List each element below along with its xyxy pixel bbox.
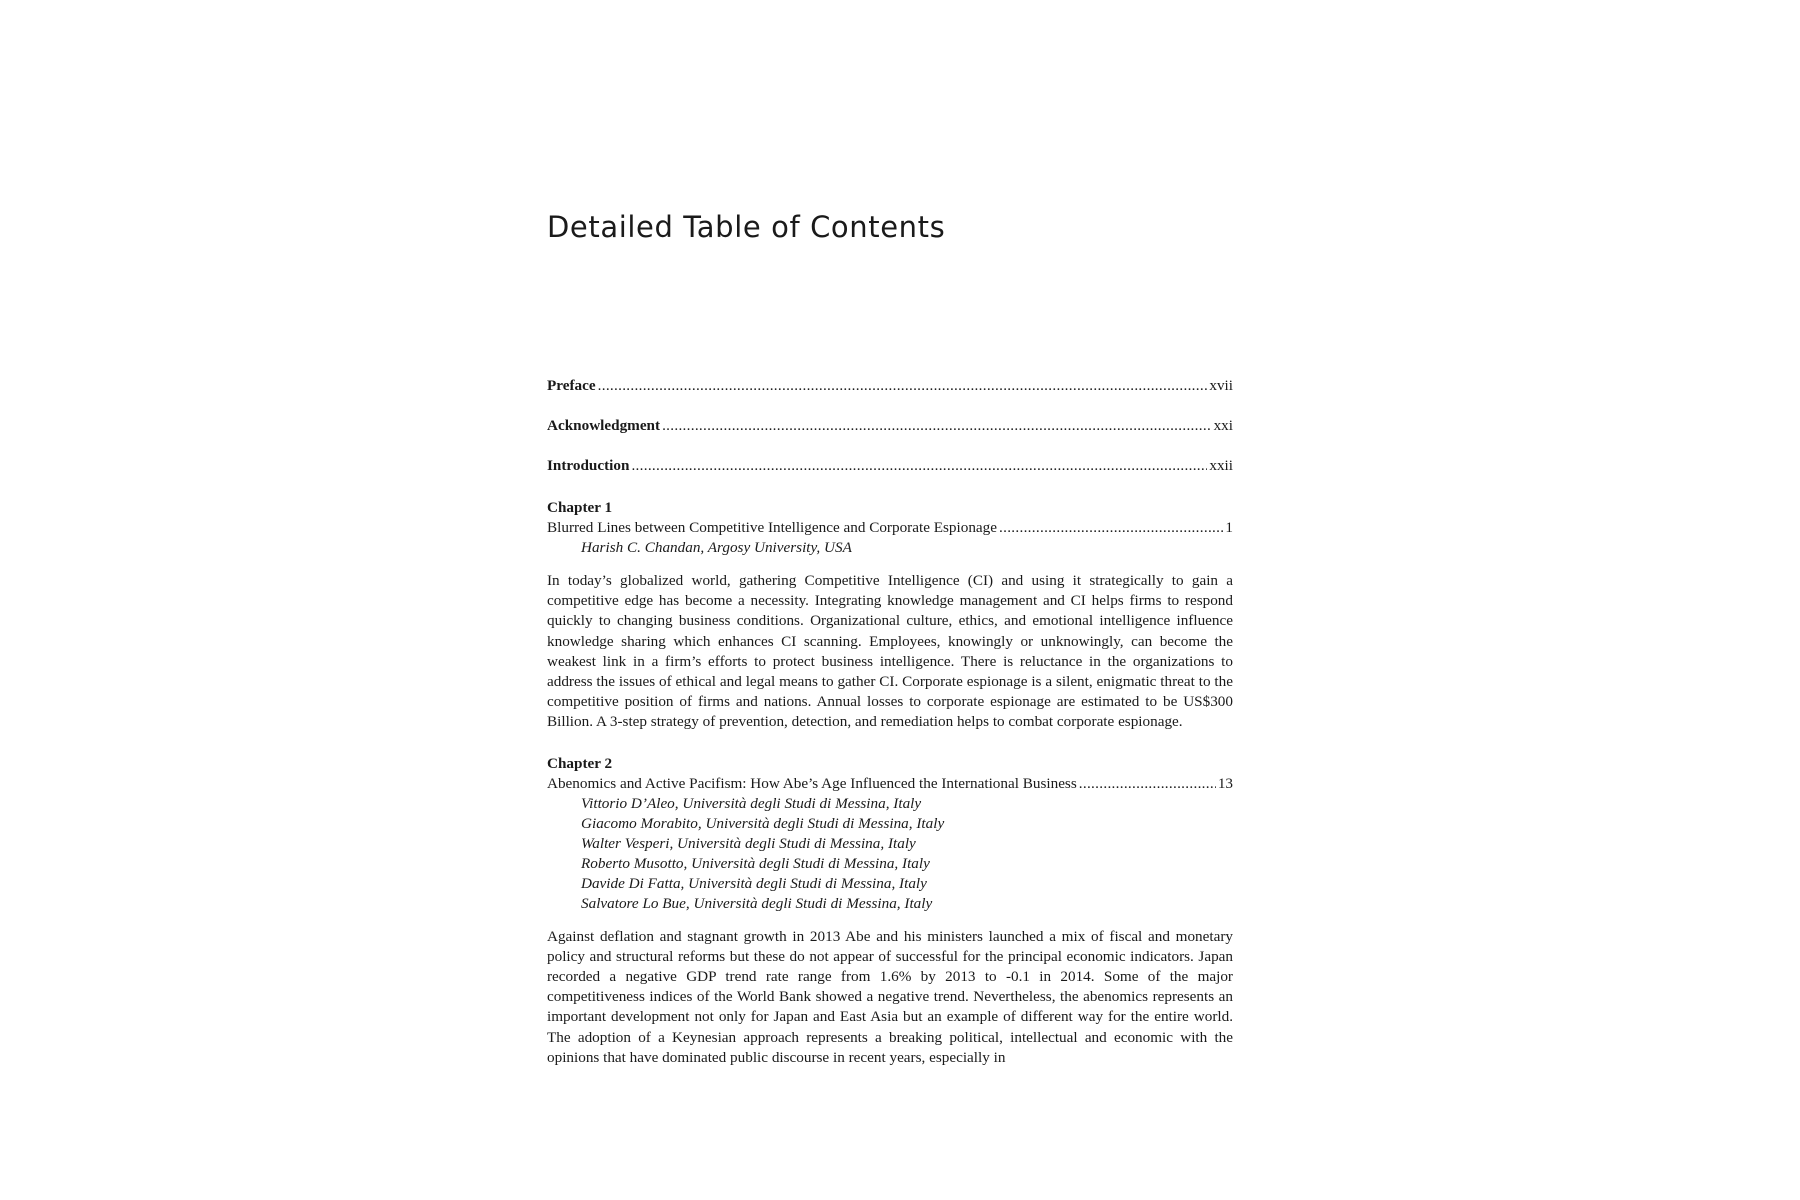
chapter-abstract: In today’s globalized world, gathering Competitive Intelligence (CI) and using it strategically to gain a competitive edge has become a necessity. Integrating knowledge management and CI helps firms to respond quickly to changing business conditions. Organizational culture, ethics, and emotional intelligence influence knowledge sharing which enhances CI scanning. Employees, knowingly or unknowingly, can become the weakest link in a firm’s efforts to protect business intelligence. There is reluctance in the organizations to address the issues of ethical and legal means to gather CI. Corporate espionage is a silent, enigmatic threat to the competitive position of firms and nations. Annual losses to corporate espionage are estimated to be US$300 Billion. A 3-step strategy of prevention, detection, and remediation helps to combat corporate espionage. xyxy=(547,572,1233,731)
toc-page-number: xvii xyxy=(1209,377,1233,394)
toc-entry-label: Introduction xyxy=(547,457,630,474)
author-affiliation: Vittorio D’Aleo, Università degli Studi di Messina, Italy xyxy=(581,794,922,812)
toc-entry-acknowledgment[interactable] xyxy=(547,416,1233,436)
author-affiliation: Giacomo Morabito, Università degli Studi di Messina, Italy xyxy=(581,814,945,832)
toc-entry-chapter-2[interactable] xyxy=(547,774,1233,794)
author-affiliation: Davide Di Fatta, Università degli Studi di Messina, Italy xyxy=(581,874,927,892)
toc-entry-introduction[interactable] xyxy=(547,456,1233,476)
toc-entry-chapter-1[interactable] xyxy=(547,518,1233,538)
dot-leader xyxy=(1079,774,1216,794)
toc-entry-label: Preface xyxy=(547,377,596,394)
author-affiliation: Roberto Musotto, Università degli Studi di Messina, Italy xyxy=(581,854,930,872)
author-affiliation: Harish C. Chandan, Argosy University, USA xyxy=(581,539,852,556)
toc-page-number: 1 xyxy=(1225,519,1233,536)
chapter-title: Abenomics and Active Pacifism: How Abe’s Age Influenced the International Business xyxy=(547,774,1077,792)
toc-entry-preface[interactable] xyxy=(547,376,1233,396)
chapter-2-section xyxy=(547,754,1233,1068)
toc-page-number: 13 xyxy=(1217,774,1233,792)
dot-leader xyxy=(662,416,1212,436)
chapter-authors xyxy=(547,538,1233,558)
author-affiliation: Walter Vesperi, Università degli Studi di Messina, Italy xyxy=(581,834,916,852)
dot-leader xyxy=(598,376,1208,396)
toc-entry-label: Acknowledgment xyxy=(547,417,661,434)
chapter-1-section xyxy=(547,498,1233,733)
chapter-authors xyxy=(547,794,1233,914)
author-affiliation: Salvatore Lo Bue, Università degli Studi di Messina, Italy xyxy=(581,894,933,912)
chapter-label: Chapter 2 xyxy=(547,754,613,772)
dot-leader xyxy=(999,518,1223,538)
chapter-title: Blurred Lines between Competitive Intelligence and Corporate Espionage xyxy=(547,519,997,536)
dot-leader xyxy=(631,456,1207,476)
chapter-label: Chapter 1 xyxy=(547,499,613,516)
table-of-contents xyxy=(547,376,1233,1089)
toc-page-number: xxi xyxy=(1213,417,1233,434)
page-title: Detailed Table of Contents xyxy=(547,210,946,244)
chapter-abstract: Against deflation and stagnant growth in 2013 Abe and his ministers launched a mix of fiscal and monetary policy and structural reforms but these do not appear of successful for the principal economic indicators. Japan recorded a negative GDP trend rate range from 1.6% by 2013 to -0.1 in 2014. Some of the major competitiveness indices of the World Bank showed a negative trend. Nevertheless, the abenomics represents an important development not only for Japan and East Asia but an example of different way for the entire world. The adoption of a Keynesian approach represents a breaking political, intellectual and economic with the opinions that have dominated public discourse in recent years, especially in xyxy=(547,927,1233,1066)
toc-page-number: xxii xyxy=(1209,457,1233,474)
